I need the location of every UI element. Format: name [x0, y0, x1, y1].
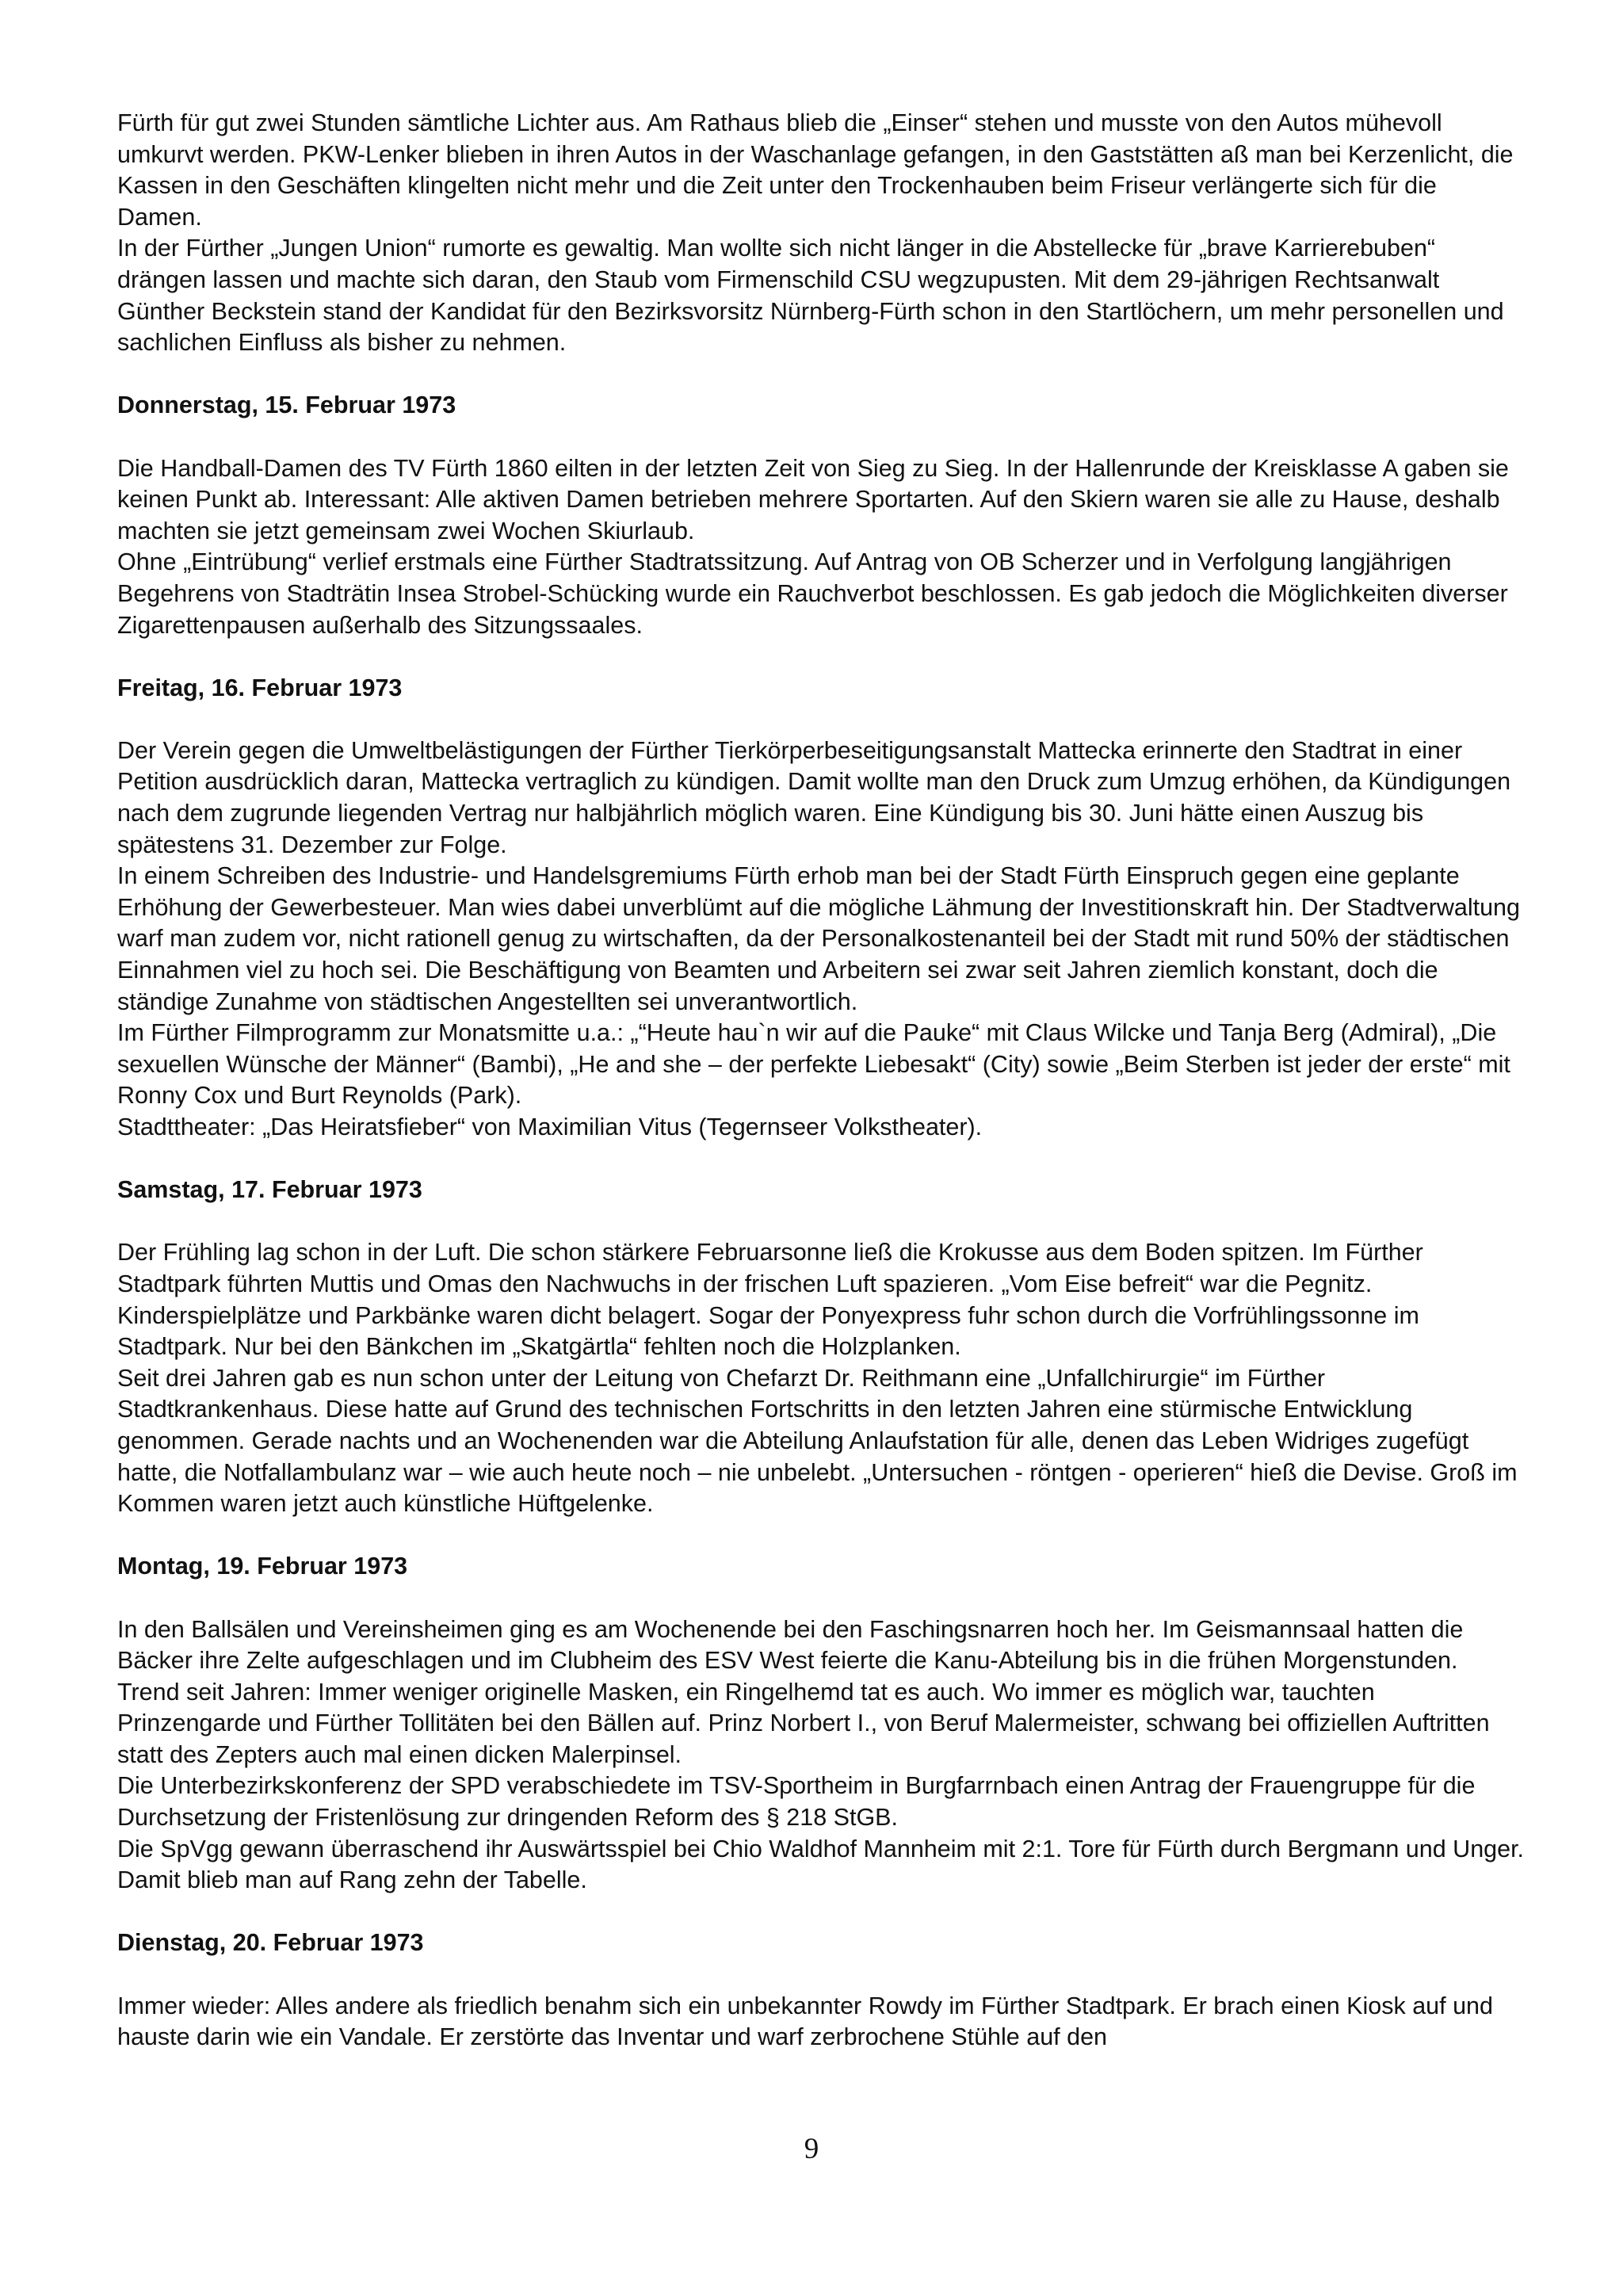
paragraph: Die Unterbezirkskonferenz der SPD verabschiedete im TSV-Sportheim in Burgfarrnbach einen Antrag der Frauengruppe für die Durchsetzung der Fristenlösung zur dringenden Reform des § 218 StGB.	[117, 1772, 1476, 1832]
paragraph: In der Fürther „Jungen Union“ rumorte es gewaltig. Man wollte sich nicht länger in die Abstellecke für „brave Karrierebuben“ drängen lassen und machte sich daran, den Staub vom Firmenschild CSU wegzupusten. Mit dem 29-jährigen Rechtsanwalt Günther Beckstein stand der Kandidat für den Bezirksvorsitz Nürnberg-Fürth schon in den Startlöchern, um mehr personellen und sachlichen Einfluss als bisher zu nehmen.	[117, 235, 1504, 357]
entry-3	[117, 673, 1525, 1144]
entry-heading: Montag, 19. Februar 1973	[117, 1553, 408, 1580]
entry-6	[117, 1927, 1525, 2053]
paragraph: Der Frühling lag schon in der Luft. Die schon stärkere Februarsonne ließ die Krokusse aus dem Boden spitzen. Im Fürther Stadtpark führten Muttis und Omas den Nachwuchs in der frischen Luft spazieren. „Vom Eise befreit“ war die Pegnitz. Kinderspielplätze und Parkbänke waren dicht belagert. Sogar der Ponyexpress fuhr schon durch die Vorfrühlingssonne im Stadtpark. Nur bei den Bänkchen im „Skatgärtla“ fehlten noch die Holzplanken.	[117, 1239, 1423, 1361]
entry-heading: Dienstag, 20. Februar 1973	[117, 1929, 424, 1957]
paragraph: Im Fürther Filmprogramm zur Monatsmitte u.a.: „“Heute hau`n wir auf die Pauke“ mit Claus Wilcke und Tanja Berg (Admiral), „Die sexuellen Wünsche der Männer“ (Bambi), „He and she – der perfekte Liebesakt“ (City) sowie „Beim Sterben ist jeder der erste“ mit Ronny Cox und Burt Reynolds (Park).	[117, 1019, 1510, 1110]
entry-5	[117, 1551, 1525, 1897]
paragraph: Ohne „Eintrübung“ verlief erstmals eine Fürther Stadtratssitzung. Auf Antrag von OB Scherzer und in Verfolgung langjährigen Begehrens von Stadträtin Insea Strobel-Schücking wurde ein Rauchverbot beschlossen. Es gab jedoch die Möglichkeiten diverser Zigarettenpausen außerhalb des Sitzungssaales.	[117, 548, 1508, 639]
paragraph: Die Handball-Damen des TV Fürth 1860 eilten in der letzten Zeit von Sieg zu Sieg. In der Hallenrunde der Kreisklasse A gaben sie keinen Punkt ab. Interessant: Alle aktiven Damen betrieben mehrere Sportarten. Auf den Skiern waren sie alle zu Hause, deshalb machten sie jetzt gemeinsam zwei Wochen Skiurlaub.	[117, 454, 1509, 544]
paragraph: Seit drei Jahren gab es nun schon unter der Leitung von Chefarzt Dr. Reithmann eine „Unfallchirurgie“ im Fürther Stadtkrankenhaus. Diese hatte auf Grund des technischen Fortschritts in den letzten Jahren eine stürmische Entwicklung genommen. Gerade nachts und an Wochenenden war die Abteilung Anlaufstation für alle, denen das Leben Widriges zugefügt hatte, die Notfallambulanz war – wie auch heute noch – nie unbelebt. „Untersuchen - röntgen - operieren“ hieß die Devise. Groß im Kommen waren jetzt auch künstliche Hüftgelenke.	[117, 1364, 1518, 1518]
intro-section	[117, 108, 1525, 359]
entry-2	[117, 390, 1525, 641]
paragraph: Fürth für gut zwei Stunden sämtliche Lichter aus. Am Rathaus blieb die „Einser“ stehen und musste von den Autos mühevoll umkurvt werden. PKW-Lenker blieben in ihren Autos in der Waschanlage gefangen, in den Gaststätten aß man bei Kerzenlicht, die Kassen in den Geschäften klingelten nicht mehr und die Zeit unter den Trockenhauben beim Friseur verlängerte sich für die Damen.	[117, 109, 1514, 231]
paragraph: Die SpVgg gewann überraschend ihr Auswärtsspiel bei Chio Waldhof Mannheim mit 2:1. Tore für Fürth durch Bergmann und Unger. Damit blieb man auf Rang zehn der Tabelle.	[117, 1835, 1525, 1894]
paragraph: In den Ballsälen und Vereinsheimen ging es am Wochenende bei den Faschingsnarren hoch her. Im Geismannsaal hatten die Bäcker ihre Zelte aufgeschlagen und im Clubheim des ESV West feierte die Kanu-Abteilung bis in die frühen Morgenstunden. Trend seit Jahren: Immer weniger originelle Masken, ein Ringelhemd tat es auch. Wo immer es möglich war, tauchten Prinzengarde und Fürther Tollitäten bei den Bällen auf. Prinz Norbert I., von Beruf Malermeister, schwang bei offiziellen Auftritten statt des Zepters auch mal einen dicken Malerpinsel.	[117, 1615, 1490, 1768]
page-number: 9	[804, 2133, 819, 2165]
paragraph: Der Verein gegen die Umweltbelästigungen der Fürther Tierkörperbeseitigungsanstalt Mattecka erinnerte den Stadtrat in einer Petition ausdrücklich daran, Mattecka vertraglich zu kündigen. Damit wollte man den Druck zum Umzug erhöhen, da Kündigungen nach dem zugrunde liegenden Vertrag nur halbjährlich möglich waren. Eine Kündigung bis 30. Juni hätte einen Auszug bis spätestens 31. Dezember zur Folge.	[117, 736, 1511, 858]
paragraph: Stadttheater: „Das Heiratsfieber“ von Maximilian Vitus (Tegernseer Volkstheater).	[117, 1114, 983, 1140]
entry-heading: Freitag, 16. Februar 1973	[117, 674, 403, 701]
paragraph: Immer wieder: Alles andere als friedlich benahm sich ein unbekannter Rowdy im Fürther Stadtpark. Er brach einen Kiosk auf und hauste darin wie ein Vandale. Er zerstörte das Inventar und warf zerbrochene Stühle auf den	[117, 1992, 1493, 2051]
entry-heading: Donnerstag, 15. Februar 1973	[117, 392, 456, 419]
entry-heading: Samstag, 17. Februar 1973	[117, 1176, 422, 1204]
document-body	[117, 108, 1525, 2053]
paragraph: In einem Schreiben des Industrie- und Handelsgremiums Fürth erhob man bei der Stadt Fürth Einspruch gegen eine geplante Erhöhung der Gewerbesteuer. Man wies dabei unverblümt auf die mögliche Lähmung der Investitionskraft hin. Der Stadtverwaltung warf man zudem vor, nicht rationell genug zu wirtschaften, da der Personalkostenanteil bei der Stadt mit rund 50% der städtischen Einnahmen viel zu hoch sei. Die Beschäftigung von Beamten und Arbeitern sei zwar seit Jahren ziemlich konstant, doch die ständige Zunahme von städtischen Angestellten sei unverantwortlich.	[117, 862, 1520, 1015]
entry-4	[117, 1175, 1525, 1520]
